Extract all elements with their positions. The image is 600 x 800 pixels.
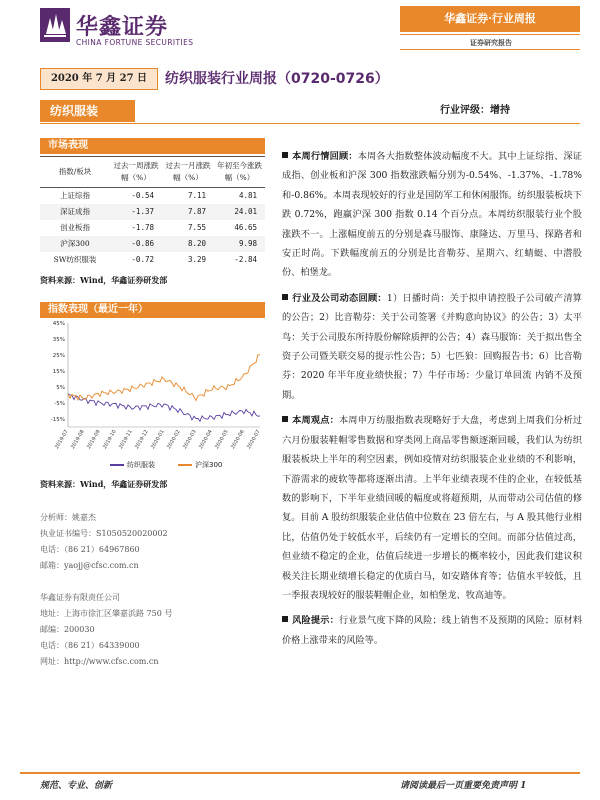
x-tick-label: 2020-02 [166,429,182,451]
company-name: 华鑫证券有限责任公司 [40,593,120,602]
header-divider-bottom [400,49,580,50]
company-logo [40,8,240,50]
footer-slogan: 规范、专业、创新 [40,781,113,791]
company-zip: 邮编：200030 [40,625,95,634]
table-row [40,188,265,204]
table-cell: 24.01 [214,204,265,220]
bullet-icon [282,416,288,422]
paragraph-text: 行业景气度下降的风险；线上销售不及预期的风险；原材料价格上涨带来的风险等。 [282,615,583,646]
series-line [68,394,260,422]
market-table [40,156,265,268]
table-header-cell: 过去一月涨跌幅（%） [162,157,214,188]
x-tick-label: 2019-10 [102,429,118,451]
x-tick-label: 2020-04 [198,429,214,451]
header-banner-text: 华鑫证券·行业周报 [444,12,536,25]
table-row [40,252,265,268]
section-divider [40,123,580,124]
logo-mark-icon [40,8,70,42]
x-tick-label: 2019-08 [70,429,86,451]
table-cell: 创业板指 [60,223,90,232]
legend-label: 沪深300 [195,461,223,469]
table-row [40,236,265,252]
table-cell: 9.98 [214,236,265,252]
table-cell: 8.20 [162,236,214,252]
table-cell: 46.65 [234,223,257,232]
y-tick-label: 5% [56,385,65,391]
table-cell: 深证成指 [40,204,110,220]
table-cell: 沪深300 [40,236,110,252]
table-cell: -0.72 [131,255,154,264]
x-tick-label: 2019-09 [86,429,102,451]
x-tick-label: 2019-07 [54,429,70,451]
table-cell: -0.86 [110,236,162,252]
table-row [40,220,265,236]
industry-rating: 行业评级：增持 [440,105,510,116]
y-tick-label: 25% [52,353,65,359]
paragraph-text: 本周申万纺服指数表现略好于大盘，考虑到上周我们分析过六月份服装鞋帽零售数据和穿类网上商品零售额逐渐回暖，我们认为纺织服装板块上半年的利空因素，例如疫情对纺织服装企业业绩的不利影响，下游需求的疲软等都将逐渐出清。上半年业绩表现不佳的企业，在较低基数的影响下，下半年业绩回暖的幅度或将超预期，从而带动公司估值的修复。目前 A 股纺织服装企业估值中位数在 23 倍左右，与 A 股其他行业相比，估值仍处于较低水平，后续仍有一定增长的空间。而部分估值过高，但业绩不稳定的企业，估值后续进一步增长的概率较小，因此我们建议积极关注长期业绩增长稳定的优质白马，如安踏体育等；估值水平较低，且一季报表现较好的服装鞋帽企业，如柏堡龙、牧高迪等。 [282,415,583,601]
bullet-icon [282,152,288,158]
series-line [68,355,260,401]
table-cell: 4.81 [238,191,257,201]
paragraph-lead: 风险提示： [292,615,339,627]
chart-legend [110,460,260,470]
x-tick-label: 2020-07 [246,429,262,451]
weekly-review-paragraph [282,147,582,283]
analyst-cert: 执业证书编号：S1050520020002 [40,529,168,538]
company-name-en: CHINA FORTUNE SECURITIES [76,38,194,47]
y-tick-label: 35% [52,337,65,343]
company-address: 地址：上海市徐汇区肇嘉浜路 750 号 [40,609,173,618]
analyst-name: 分析师：姚嘉杰 [40,513,96,522]
paragraph-text: 1）日播时尚：关于拟申请控股子公司破产清算的公告；2）比音勒芬：关于公司签署《并购意向协议》的公告；3）太平鸟：关于公司股东所持股份解除质押的公告；4）森马服饰：关于拟出售全资子公司暨关联交易的提示性公告；5）七匹狼：回购报告书；6）比音勒芬：2020 年半年度业绩快报；7）牛仔市场：少量订单回流 内销不及预期。 [282,292,582,401]
x-tick-label: 2019-11 [118,429,134,451]
table-cell: 7.11 [187,191,206,201]
sector-label: 纺织服装 [40,100,135,122]
analyst-phone: 电话：（86 21）64967860 [40,545,140,554]
table-cell: 上证综指 [60,191,90,201]
weekly-view-paragraph [282,411,582,605]
report-title: 纺织服装行业周报（0720-0726） [165,71,389,87]
legend-item [178,460,222,470]
legend-item [110,460,155,470]
header-divider-top [400,34,580,35]
table-header-cell: 指数/板块 [40,157,110,188]
paragraph-lead: 本周观点： [292,415,339,427]
table-cell: 3.29 [187,255,206,264]
table-cell: -1.78 [131,223,154,232]
header-banner [400,6,580,32]
y-tick-label: 45% [52,321,65,327]
header-subtitle: 证券研究报告 [470,38,512,47]
y-tick-label: -15% [50,417,65,423]
table-cell: -0.54 [131,191,154,201]
table-cell: SW纺织服装 [53,255,97,264]
y-tick-label: 15% [52,369,65,375]
table-row [40,204,265,220]
company-website[interactable]: 网址：http://www.cfsc.com.cn [40,657,159,666]
paragraph-lead: 行业及公司动态回顾： [292,292,387,304]
x-tick-label: 2020-06 [230,429,246,451]
analyst-email[interactable]: 邮箱：yaojj@cfsc.com.cn [40,561,139,570]
table-cell: 7.55 [187,223,206,232]
index-chart-heading: 指数表现（最近一年） [40,302,265,318]
table-cell: -1.37 [110,204,162,220]
y-tick-label: -5% [54,401,65,407]
table-cell: 7.87 [162,204,214,220]
company-name-cn: 华鑫证券 [76,15,169,40]
table-header-cell: 过去一周涨跌幅（%） [110,157,162,188]
legend-swatch [110,464,124,466]
x-tick-label: 2020-05 [214,429,230,451]
bullet-icon [282,294,288,300]
table-header-cell: 年初至今涨跌幅（%） [214,157,265,188]
legend-swatch [178,464,192,466]
paragraph-text: 本周各大指数整体波动幅度不大。其中上证综指、深证成指、创业板和沪深 300 指数涨跌幅分别为-0.54%、-1.37%、-1.78%和-0.86%。本周表现较好的行业是国防军工和休闲服饰。纺织服装板块下跌 0.72%，跑赢沪深 300 指数 0.14 个百分点。本周纺织服装行业个股涨跌不一。上涨幅度前五的分别是森马服饰、康隆达、万里马、探路者和安正时尚。下跌幅度前五的分别是比音勒芬、星期六、红蜻蜓、中潜股份、柏堡龙。 [282,151,583,279]
footer-disclaimer-note: 请阅读最后一页重要免责声明 1 [400,781,527,791]
x-tick-label: 2020-03 [182,429,198,451]
report-body [282,147,582,656]
chart-source-note: 资料来源：Wind，华鑫证券研发部 [40,479,168,489]
report-date: 2020 年 7 月 27 日 [40,68,158,90]
table-header-row [40,157,265,188]
news-review-paragraph [282,289,582,405]
x-tick-label: 2019-12 [134,429,150,451]
legend-label: 纺织服装 [127,461,155,469]
x-tick-label: 2020-01 [150,429,166,451]
bullet-icon [282,616,288,622]
table-cell: -2.84 [234,255,257,264]
chart-axes [68,323,260,427]
risk-warning-paragraph [282,611,582,650]
index-line-chart [40,317,265,467]
market-performance-heading: 市场表现 [40,138,265,154]
footer-divider [20,772,580,774]
paragraph-lead: 本周行情回顾： [292,151,358,162]
table-source-note: 资料来源：Wind，华鑫证券研发部 [40,275,168,285]
company-phone: 电话：（86 21）64339000 [40,641,140,650]
